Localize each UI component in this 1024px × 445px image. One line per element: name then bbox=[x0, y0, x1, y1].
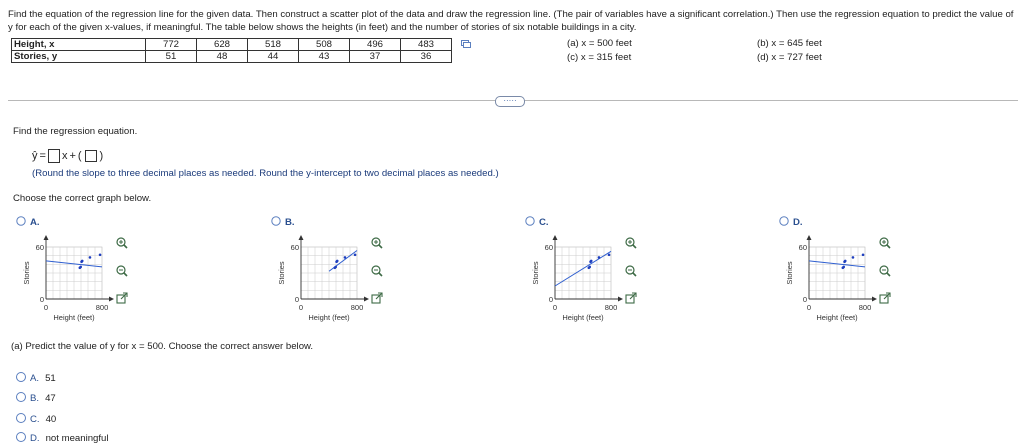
zoom-out-icon[interactable] bbox=[117, 266, 127, 276]
x-axis-label: Height (feet) bbox=[562, 313, 604, 322]
answer-option-c[interactable] bbox=[16, 413, 56, 425]
y-tick-label: 60 bbox=[290, 243, 299, 252]
zoom-in-icon[interactable] bbox=[880, 238, 890, 248]
y-hat-symbol: ŷ bbox=[32, 150, 38, 162]
data-point bbox=[344, 256, 347, 259]
data-point bbox=[81, 260, 84, 263]
regression-equation bbox=[32, 149, 103, 163]
option-letter: C. bbox=[30, 414, 40, 425]
option-text: 40 bbox=[45, 414, 57, 425]
stories-cell: 43 bbox=[299, 51, 350, 63]
zoom-in-icon[interactable] bbox=[117, 238, 127, 248]
y-tick-label: 0 bbox=[39, 295, 44, 304]
copy-table-icon[interactable] bbox=[461, 40, 471, 48]
expand-graph-icon[interactable] bbox=[117, 293, 127, 303]
radio-button[interactable] bbox=[526, 217, 534, 225]
y-tick-label: 60 bbox=[544, 243, 553, 252]
row-label-stories: Stories, y bbox=[12, 51, 146, 63]
more-button[interactable]: ····· bbox=[495, 96, 525, 107]
data-point bbox=[862, 254, 865, 257]
problem-statement: Find the equation of the regression line for the given data. Then construct a scatter plot of the data and draw the regression line. (The pair of variables have a significant correlation.) Then use the regression equation to predict the value of y for each of the given x-values, if meaningful. The table below shows the heights (in feet) and the number of stories of six notable buildings in a city. bbox=[8, 9, 1014, 33]
x-tick-label: 0 bbox=[806, 303, 812, 312]
x-tick-label: 800 bbox=[604, 303, 618, 312]
x-tick-label: 800 bbox=[858, 303, 872, 312]
subpart-a: (a) x = 500 feet bbox=[567, 38, 632, 49]
option-letter: B. bbox=[30, 393, 40, 404]
x-tick-label: 0 bbox=[552, 303, 558, 312]
height-cell: 496 bbox=[350, 39, 401, 51]
subpart-d: (d) x = 727 feet bbox=[757, 52, 822, 63]
graph-option-c[interactable] bbox=[525, 215, 655, 330]
option-text: 47 bbox=[45, 393, 56, 404]
data-point bbox=[99, 254, 102, 257]
x-axis-label: Height (feet) bbox=[816, 313, 858, 322]
y-tick-label: 0 bbox=[294, 295, 299, 304]
question-graph: Choose the correct graph below. bbox=[13, 193, 152, 204]
y-tick-label: 0 bbox=[548, 295, 553, 304]
x-tick-label: 800 bbox=[95, 303, 109, 312]
y-tick-label: 60 bbox=[35, 243, 44, 252]
plus-sign: + bbox=[69, 150, 76, 162]
row-label-height: Height, x bbox=[12, 39, 146, 51]
stories-cell: 51 bbox=[146, 51, 197, 63]
radio-button[interactable] bbox=[16, 413, 26, 423]
graph-option-a[interactable] bbox=[16, 215, 146, 330]
zoom-in-icon[interactable] bbox=[372, 238, 382, 248]
plot-grid bbox=[301, 247, 357, 299]
equals-sign: = bbox=[39, 150, 46, 162]
left-paren: ( bbox=[77, 150, 82, 162]
y-axis-label: Stories bbox=[785, 261, 794, 285]
x-tick-label: 0 bbox=[298, 303, 304, 312]
y-axis-label: Stories bbox=[277, 261, 286, 285]
y-axis-arrow bbox=[44, 235, 49, 240]
slope-input[interactable] bbox=[48, 149, 60, 163]
option-letter: D. bbox=[30, 433, 40, 444]
rounding-hint: (Round the slope to three decimal places as needed. Round the y-intercept to two decimal places as needed.) bbox=[32, 168, 499, 179]
data-point bbox=[89, 256, 92, 259]
x-axis-arrow bbox=[618, 297, 623, 302]
y-axis-label: Stories bbox=[22, 261, 31, 285]
expand-graph-icon[interactable] bbox=[880, 293, 890, 303]
data-point bbox=[334, 266, 337, 269]
zoom-in-icon[interactable] bbox=[626, 238, 636, 248]
data-point bbox=[842, 266, 845, 269]
stories-cell: 37 bbox=[350, 51, 401, 63]
x-axis-arrow bbox=[872, 297, 877, 302]
answer-option-d[interactable] bbox=[16, 432, 109, 444]
data-point bbox=[608, 254, 611, 257]
data-point bbox=[844, 260, 847, 263]
expand-graph-icon[interactable] bbox=[626, 293, 636, 303]
answer-option-a[interactable] bbox=[16, 372, 56, 384]
zoom-out-icon[interactable] bbox=[372, 266, 382, 276]
option-letter: A. bbox=[30, 373, 40, 384]
question-regression: Find the regression equation. bbox=[13, 126, 138, 137]
subpart-b: (b) x = 645 feet bbox=[757, 38, 822, 49]
stories-cell: 44 bbox=[248, 51, 299, 63]
subpart-c: (c) x = 315 feet bbox=[567, 52, 632, 63]
option-letter: A. bbox=[30, 217, 40, 228]
data-point bbox=[590, 260, 593, 263]
plot-grid bbox=[555, 247, 611, 299]
y-axis-arrow bbox=[299, 235, 304, 240]
radio-button[interactable] bbox=[16, 432, 26, 442]
graph-option-d[interactable] bbox=[779, 215, 909, 330]
radio-button[interactable] bbox=[272, 217, 280, 225]
data-point bbox=[588, 266, 591, 269]
question-predict: (a) Predict the value of y for x = 500. Choose the correct answer below. bbox=[11, 341, 314, 352]
option-text: 51 bbox=[45, 373, 56, 384]
graph-option-b[interactable] bbox=[271, 215, 401, 330]
zoom-out-icon[interactable] bbox=[880, 266, 890, 276]
y-tick-label: 0 bbox=[802, 295, 807, 304]
y-axis-arrow bbox=[807, 235, 812, 240]
stories-cell: 36 bbox=[401, 51, 452, 63]
option-letter: D. bbox=[793, 217, 803, 228]
radio-button[interactable] bbox=[17, 217, 25, 225]
data-point bbox=[852, 256, 855, 259]
height-cell: 628 bbox=[197, 39, 248, 51]
table-row-height bbox=[12, 39, 452, 51]
x-symbol: x bbox=[61, 150, 68, 162]
x-tick-label: 0 bbox=[43, 303, 49, 312]
option-text: not meaningful bbox=[45, 433, 109, 444]
expand-graph-icon[interactable] bbox=[372, 293, 382, 303]
data-point bbox=[354, 254, 357, 257]
right-paren: ) bbox=[99, 150, 104, 162]
x-axis-label: Height (feet) bbox=[53, 313, 95, 322]
plot-grid bbox=[46, 247, 102, 299]
data-point bbox=[336, 260, 339, 263]
data-point bbox=[598, 256, 601, 259]
intercept-input[interactable] bbox=[85, 150, 97, 162]
table-row-stories bbox=[12, 51, 452, 63]
radio-button[interactable] bbox=[16, 372, 26, 382]
height-cell: 483 bbox=[401, 39, 452, 51]
data-table bbox=[11, 38, 452, 63]
option-letter: C. bbox=[539, 217, 549, 228]
answer-option-b[interactable] bbox=[16, 392, 56, 404]
zoom-out-icon[interactable] bbox=[626, 266, 636, 276]
y-axis-label: Stories bbox=[531, 261, 540, 285]
y-axis-arrow bbox=[553, 235, 558, 240]
height-cell: 518 bbox=[248, 39, 299, 51]
height-cell: 508 bbox=[299, 39, 350, 51]
stories-cell: 48 bbox=[197, 51, 248, 63]
radio-button[interactable] bbox=[780, 217, 788, 225]
radio-button[interactable] bbox=[16, 392, 26, 402]
plot-grid bbox=[809, 247, 865, 299]
y-tick-label: 60 bbox=[798, 243, 807, 252]
x-axis-arrow bbox=[109, 297, 114, 302]
data-point bbox=[79, 266, 82, 269]
x-axis-label: Height (feet) bbox=[308, 313, 350, 322]
option-letter: B. bbox=[285, 217, 295, 228]
height-cell: 772 bbox=[146, 39, 197, 51]
x-tick-label: 800 bbox=[350, 303, 364, 312]
x-axis-arrow bbox=[364, 297, 369, 302]
